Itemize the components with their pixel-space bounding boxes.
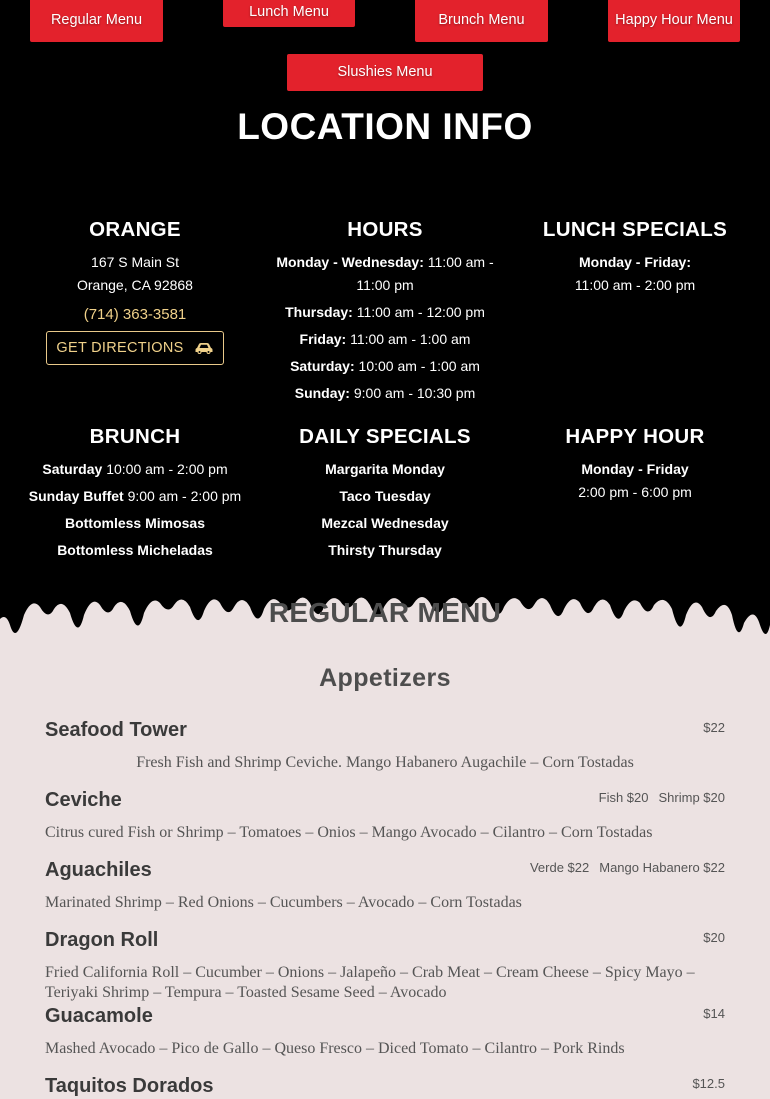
happy-hour-days: Monday - Friday bbox=[581, 461, 689, 477]
hours-row bbox=[274, 328, 496, 351]
car-icon bbox=[194, 341, 214, 355]
phone-link[interactable]: (714) 363-3581 bbox=[83, 306, 187, 323]
hours-title: HOURS bbox=[347, 218, 423, 241]
hours-time: 11:00 am - 11:00 pm bbox=[356, 254, 494, 293]
location-info-title: LOCATION INFO bbox=[237, 106, 533, 147]
hours-day: Saturday: bbox=[290, 358, 355, 374]
hours-row bbox=[274, 382, 496, 405]
brunch-sunday-time: 9:00 am - 2:00 pm bbox=[127, 488, 242, 504]
happy-hour-time: 2:00 pm - 6:00 pm bbox=[578, 484, 692, 500]
street-address: 167 S Main St bbox=[91, 254, 179, 270]
hours-time: 10:00 am - 1:00 am bbox=[358, 358, 480, 374]
menu-item-price bbox=[599, 790, 725, 805]
menu-item-description: Fried California Roll – Cucumber – Onions – Jalapeño – Crab Meat – Cream Cheese – Spicy Mayo – Teriyaki Shrimp – Tempura – Toasted Sesame Seed – Avocado bbox=[45, 964, 695, 1001]
daily-special-item: Thirsty Thursday bbox=[328, 542, 442, 558]
lunch-menu-button[interactable]: Lunch Menu bbox=[223, 0, 355, 27]
brunch-mimosas: Bottomless Mimosas bbox=[64, 515, 206, 531]
menu-item-name: Taquitos Dorados bbox=[45, 1075, 214, 1097]
price-option: $14 bbox=[703, 1006, 725, 1021]
price-option: $22 bbox=[703, 720, 725, 735]
hours-day: Thursday: bbox=[285, 304, 353, 320]
menu-item-price bbox=[530, 860, 725, 875]
menu-item-name: Aguachiles bbox=[45, 859, 152, 881]
appetizers-title: Appetizers bbox=[319, 664, 451, 692]
menu-item-name: Seafood Tower bbox=[45, 719, 187, 741]
daily-special-item: Mezcal Wednesday bbox=[321, 515, 449, 531]
price-option: $20 bbox=[703, 930, 725, 945]
slushies-menu-button[interactable]: Slushies Menu bbox=[287, 54, 483, 91]
price-option: Fish $20 bbox=[598, 790, 649, 805]
brunch-menu-button[interactable]: Brunch Menu bbox=[415, 0, 548, 42]
lunch-specials-title: LUNCH SPECIALS bbox=[542, 218, 728, 241]
hours-time: 11:00 am - 12:00 pm bbox=[356, 304, 485, 320]
menu-item-name: Dragon Roll bbox=[45, 929, 159, 951]
menu-item-description: Citrus cured Fish or Shrimp – Tomatoes – Onios – Mango Avocado – Cilantro – Corn Tostadas bbox=[45, 824, 653, 841]
menu-item-price bbox=[703, 930, 725, 945]
lunch-specials-block bbox=[510, 218, 760, 297]
get-directions-label: GET DIRECTIONS bbox=[56, 340, 184, 356]
hours-day: Monday - Wednesday: bbox=[276, 254, 424, 270]
hours-time: 9:00 am - 10:30 pm bbox=[353, 385, 476, 401]
hours-day: Friday: bbox=[299, 331, 347, 347]
menu-item-name: Ceviche bbox=[45, 789, 122, 811]
hours-time: 11:00 am - 1:00 am bbox=[350, 331, 471, 347]
brunch-block bbox=[10, 425, 260, 566]
daily-special-item: Taco Tuesday bbox=[339, 488, 431, 504]
lunch-days: Monday - Friday: bbox=[578, 254, 691, 270]
brunch-title: BRUNCH bbox=[89, 425, 181, 448]
price-option: $12.5 bbox=[692, 1076, 725, 1091]
orange-title: ORANGE bbox=[89, 218, 181, 241]
hours-row bbox=[274, 355, 496, 378]
daily-specials-block bbox=[260, 425, 510, 566]
daily-specials-title: DAILY SPECIALS bbox=[299, 425, 471, 448]
menu-item-price bbox=[703, 1006, 725, 1021]
price-option: Verde $22 bbox=[529, 860, 590, 875]
menu-item-description: Mashed Avocado – Pico de Gallo – Queso Fresco – Diced Tomato – Cilantro – Pork Rinds bbox=[45, 1040, 625, 1057]
hours-row bbox=[274, 301, 496, 324]
brunch-saturday-time: 10:00 am - 2:00 pm bbox=[106, 461, 228, 477]
daily-special-item: Margarita Monday bbox=[325, 461, 445, 477]
lunch-time: 11:00 am - 2:00 pm bbox=[574, 277, 696, 293]
price-option: Mango Habanero $22 bbox=[599, 860, 725, 875]
menu-item-price bbox=[703, 720, 725, 735]
regular-menu-title: REGULAR MENU bbox=[268, 597, 502, 628]
brunch-sunday-label: Sunday Buffet bbox=[28, 488, 124, 504]
menu-item-description: Marinated Shrimp – Red Onions – Cucumbers – Avocado – Corn Tostadas bbox=[45, 894, 522, 911]
hours-row bbox=[274, 251, 496, 297]
happy-hour-block bbox=[510, 425, 760, 504]
menu-item-description: Fresh Fish and Shrimp Ceviche. Mango Habanero Augachile – Corn Tostadas bbox=[136, 754, 634, 771]
happy-hour-title: HAPPY HOUR bbox=[565, 425, 705, 448]
regular-menu-button[interactable]: Regular Menu bbox=[30, 0, 163, 42]
menu-item-price bbox=[692, 1076, 725, 1091]
brunch-micheladas: Bottomless Micheladas bbox=[57, 542, 213, 558]
get-directions-button[interactable] bbox=[46, 331, 223, 365]
price-option: Shrimp $20 bbox=[658, 790, 725, 805]
menu-item-name: Guacamole bbox=[45, 1005, 153, 1027]
hours-day: Sunday: bbox=[294, 385, 350, 401]
hours-block bbox=[260, 218, 510, 409]
happy-hour-menu-button[interactable]: Happy Hour Menu bbox=[608, 0, 740, 42]
orange-location-block bbox=[10, 218, 260, 365]
city-address: Orange, CA 92868 bbox=[77, 277, 193, 293]
brunch-saturday-label: Saturday bbox=[42, 461, 103, 477]
